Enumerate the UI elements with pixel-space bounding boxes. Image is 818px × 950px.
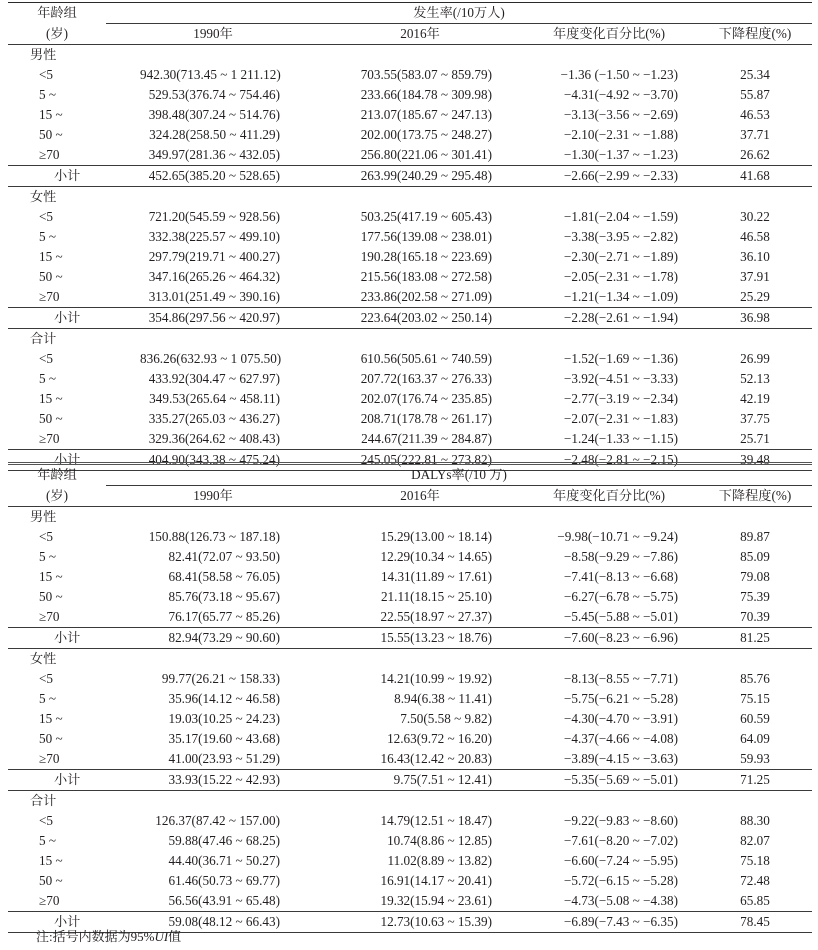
value-1990-cell: 324.28(258.50 ~ 411.29) <box>149 127 280 142</box>
apc-cell: −6.27(−6.78 ~ −5.75) <box>563 589 678 604</box>
table-row <box>8 831 812 851</box>
subtotal-decline: 41.68 <box>698 166 812 187</box>
subtotal-row <box>8 166 812 187</box>
value-1990-cell: 329.36(264.62 ~ 408.43) <box>148 431 280 446</box>
age-group-cell: 50 ~ <box>39 873 63 888</box>
apc-cell: −8.13(−8.55 ~ −7.71) <box>563 671 678 686</box>
col-header-2016: 2016年 <box>320 486 520 507</box>
col-header-1990: 1990年 <box>106 486 320 507</box>
apc-cell: −2.05(−2.31 ~ −1.78) <box>563 269 678 284</box>
age-unit-header: (岁) <box>8 24 106 45</box>
col-header-1990: 1990年 <box>106 24 320 45</box>
value-1990-cell: 529.53(376.74 ~ 754.46) <box>148 87 280 102</box>
value-2016-cell: 190.28(165.18 ~ 223.69) <box>360 249 492 264</box>
empty-cell <box>698 507 812 528</box>
subtotal-apc: −6.89(−7.43 ~ −6.35) <box>520 912 698 933</box>
empty-cell <box>106 649 320 670</box>
empty-cell <box>520 649 698 670</box>
age-group-cell: 15 ~ <box>39 107 63 122</box>
apc-cell: −7.61(−8.20 ~ −7.02) <box>563 833 678 848</box>
subtotal-2016: 9.75(7.51 ~ 12.41) <box>320 770 520 791</box>
decline-cell: 59.93 <box>740 751 770 766</box>
subtotal-decline: 36.98 <box>698 308 812 329</box>
age-group-cell: <5 <box>39 529 54 544</box>
empty-cell <box>320 187 520 208</box>
header-row-2 <box>8 486 812 507</box>
table-row <box>8 567 812 587</box>
table-row <box>8 429 812 450</box>
value-1990-cell: 335.27(265.03 ~ 436.27) <box>148 411 280 426</box>
value-2016-cell: 12.63(9.72 ~ 16.20) <box>387 731 492 746</box>
decline-cell: 25.71 <box>740 431 770 446</box>
decline-cell: 25.29 <box>740 289 770 304</box>
age-group-cell: <5 <box>39 351 54 366</box>
apc-cell: −1.21(−1.34 ~ −1.09) <box>563 289 678 304</box>
apc-cell: −4.31(−4.92 ~ −3.70) <box>563 87 678 102</box>
value-2016-cell: 14.31(11.89 ~ 17.61) <box>380 569 492 584</box>
value-2016-cell: 256.80(221.06 ~ 301.41) <box>360 147 492 162</box>
value-1990-cell: 61.46(50.73 ~ 69.77) <box>168 873 280 888</box>
decline-cell: 46.53 <box>740 107 770 122</box>
subtotal-1990: 354.86(297.56 ~ 420.97) <box>106 308 320 329</box>
value-1990-cell: 85.76(73.18 ~ 95.67) <box>168 589 280 604</box>
decline-cell: 89.87 <box>740 529 770 544</box>
table-row <box>8 267 812 287</box>
subtotal-1990: 59.08(48.12 ~ 66.43) <box>106 912 320 933</box>
empty-cell <box>520 187 698 208</box>
age-group-cell: 50 ~ <box>39 731 63 746</box>
age-group-cell: 15 ~ <box>39 853 63 868</box>
empty-cell <box>520 329 698 350</box>
subtotal-decline: 71.25 <box>698 770 812 791</box>
age-group-cell: 15 ~ <box>39 391 63 406</box>
empty-cell <box>520 791 698 812</box>
value-1990-cell: 35.17(19.60 ~ 43.68) <box>168 731 280 746</box>
subtotal-label: 小计 <box>8 166 106 187</box>
value-2016-cell: 15.29(13.00 ~ 18.14) <box>380 529 492 544</box>
group-label: 女性 <box>30 189 57 204</box>
footnote-prefix: 注:括号内数据为95% <box>36 929 155 944</box>
value-1990-cell: 313.01(251.49 ~ 390.16) <box>148 289 280 304</box>
value-2016-cell: 21.11(18.15 ~ 25.10) <box>380 589 492 604</box>
empty-cell <box>320 791 520 812</box>
age-group-cell: ≥70 <box>39 431 60 446</box>
value-2016-cell: 208.71(178.78 ~ 261.17) <box>360 411 492 426</box>
apc-cell: −2.10(−2.31 ~ −1.88) <box>563 127 678 142</box>
subtotal-1990: 404.90(343.38 ~ 475.24) <box>106 450 320 471</box>
empty-cell <box>520 45 698 66</box>
empty-cell <box>106 187 320 208</box>
subtotal-label: 小计 <box>8 628 106 649</box>
table-row <box>8 369 812 389</box>
age-group-cell: <5 <box>39 67 54 82</box>
table-row <box>8 709 812 729</box>
value-2016-cell: 177.56(139.08 ~ 238.01) <box>360 229 492 244</box>
table-row <box>8 891 812 912</box>
value-1990-cell: 35.96(14.12 ~ 46.58) <box>168 691 280 706</box>
value-1990-cell: 349.97(281.36 ~ 432.05) <box>148 147 280 162</box>
table-row <box>8 105 812 125</box>
subtotal-2016: 15.55(13.23 ~ 18.76) <box>320 628 520 649</box>
value-1990-cell: 82.41(72.07 ~ 93.50) <box>168 549 280 564</box>
decline-cell: 85.09 <box>740 549 770 564</box>
value-1990-cell: 99.77(26.21 ~ 158.33) <box>161 671 280 686</box>
apc-cell: −1.36 (−1.50 ~ −1.23) <box>560 67 678 82</box>
group-label: 男性 <box>30 47 57 62</box>
table-row <box>8 547 812 567</box>
apc-cell: −1.24(−1.33 ~ −1.15) <box>563 431 678 446</box>
footnote-suffix: 值 <box>168 929 182 944</box>
value-1990-cell: 56.56(43.91 ~ 65.48) <box>168 893 280 908</box>
col-header-2016: 2016年 <box>320 24 520 45</box>
group-row <box>8 649 812 670</box>
decline-cell: 70.39 <box>740 609 770 624</box>
apc-cell: −2.30(−2.71 ~ −1.89) <box>563 249 678 264</box>
age-group-header: 年龄组 <box>8 464 106 486</box>
decline-cell: 72.48 <box>740 873 770 888</box>
decline-cell: 37.91 <box>740 269 770 284</box>
value-2016-cell: 14.21(10.99 ~ 19.92) <box>380 671 492 686</box>
table-row <box>8 527 812 547</box>
table-row <box>8 871 812 891</box>
apc-cell: −3.13(−3.56 ~ −2.69) <box>563 107 678 122</box>
header-row-2 <box>8 24 812 45</box>
empty-cell <box>698 187 812 208</box>
value-2016-cell: 215.56(183.08 ~ 272.58) <box>360 269 492 284</box>
value-2016-cell: 14.79(12.51 ~ 18.47) <box>380 813 492 828</box>
age-group-cell: 50 ~ <box>39 269 63 284</box>
subtotal-apc: −7.60(−8.23 ~ −6.96) <box>520 628 698 649</box>
table-row <box>8 811 812 831</box>
value-1990-cell: 398.48(307.24 ~ 514.76) <box>148 107 280 122</box>
decline-cell: 60.59 <box>740 711 770 726</box>
age-group-cell: 5 ~ <box>39 549 57 564</box>
table-row <box>8 587 812 607</box>
age-group-cell: 50 ~ <box>39 411 63 426</box>
value-2016-cell: 233.66(184.78 ~ 309.98) <box>360 87 492 102</box>
dalys-table <box>8 462 812 933</box>
value-1990-cell: 19.03(10.25 ~ 24.23) <box>168 711 280 726</box>
subtotal-apc: −2.48(−2.81 ~ −2.15) <box>520 450 698 471</box>
empty-cell <box>698 791 812 812</box>
subtotal-apc: −5.35(−5.69 ~ −5.01) <box>520 770 698 791</box>
apc-cell: −2.77(−3.19 ~ −2.34) <box>563 391 678 406</box>
apc-cell: −6.60(−7.24 ~ −5.95) <box>563 853 678 868</box>
value-1990-cell: 41.00(23.93 ~ 51.29) <box>168 751 280 766</box>
empty-cell <box>698 649 812 670</box>
age-group-cell: ≥70 <box>39 751 60 766</box>
age-group-cell: ≥70 <box>39 147 60 162</box>
value-1990-cell: 59.88(47.46 ~ 68.25) <box>168 833 280 848</box>
value-2016-cell: 22.55(18.97 ~ 27.37) <box>380 609 492 624</box>
apc-cell: −3.38(−3.95 ~ −2.82) <box>563 229 678 244</box>
decline-cell: 79.08 <box>740 569 770 584</box>
apc-cell: −8.58(−9.29 ~ −7.86) <box>563 549 678 564</box>
table-row <box>8 409 812 429</box>
subtotal-row <box>8 628 812 649</box>
value-2016-cell: 213.07(185.67 ~ 247.13) <box>360 107 492 122</box>
table-row <box>8 689 812 709</box>
value-1990-cell: 349.53(265.64 ~ 458.11) <box>149 391 280 406</box>
value-2016-cell: 10.74(8.86 ~ 12.85) <box>387 833 492 848</box>
decline-cell: 26.99 <box>740 351 770 366</box>
col-header-decline: 下降程度(%) <box>698 24 812 45</box>
empty-cell <box>106 507 320 528</box>
decline-cell: 82.07 <box>740 833 770 848</box>
value-1990-cell: 68.41(58.58 ~ 76.05) <box>168 569 280 584</box>
group-row <box>8 329 812 350</box>
empty-cell <box>320 507 520 528</box>
header-row-1 <box>8 464 812 486</box>
value-2016-cell: 503.25(417.19 ~ 605.43) <box>360 209 492 224</box>
value-2016-cell: 19.32(15.94 ~ 23.61) <box>380 893 492 908</box>
subtotal-2016: 245.05(222.81 ~ 273.82) <box>320 450 520 471</box>
value-2016-cell: 202.00(173.75 ~ 248.27) <box>360 127 492 142</box>
apc-cell: −9.98(−10.71 ~ −9.24) <box>557 529 678 544</box>
table-row <box>8 729 812 749</box>
decline-cell: 65.85 <box>740 893 770 908</box>
apc-cell: −1.52(−1.69 ~ −1.36) <box>563 351 678 366</box>
age-group-cell: 50 ~ <box>39 589 63 604</box>
decline-cell: 36.10 <box>740 249 770 264</box>
apc-cell: −5.72(−6.15 ~ −5.28) <box>563 873 678 888</box>
group-label: 女性 <box>30 651 57 666</box>
table-row <box>8 207 812 227</box>
value-2016-cell: 207.72(163.37 ~ 276.33) <box>360 371 492 386</box>
apc-cell: −4.30(−4.70 ~ −3.91) <box>563 711 678 726</box>
subtotal-2016: 223.64(203.02 ~ 250.14) <box>320 308 520 329</box>
group-row <box>8 507 812 528</box>
subtotal-label: 小计 <box>8 770 106 791</box>
value-1990-cell: 347.16(265.26 ~ 464.32) <box>148 269 280 284</box>
group-row <box>8 791 812 812</box>
age-group-cell: ≥70 <box>39 289 60 304</box>
panel-title: 发生率(/10万人) <box>106 3 812 24</box>
value-2016-cell: 16.91(14.17 ~ 20.41) <box>380 873 492 888</box>
empty-cell <box>698 329 812 350</box>
value-2016-cell: 703.55(583.07 ~ 859.79) <box>360 67 492 82</box>
table-row <box>8 125 812 145</box>
decline-cell: 64.09 <box>740 731 770 746</box>
age-group-cell: ≥70 <box>39 609 60 624</box>
age-group-cell: 5 ~ <box>39 833 57 848</box>
subtotal-row <box>8 308 812 329</box>
table-row <box>8 227 812 247</box>
subtotal-1990: 82.94(73.29 ~ 90.60) <box>106 628 320 649</box>
apc-cell: −5.45(−5.88 ~ −5.01) <box>563 609 678 624</box>
col-header-decline: 下降程度(%) <box>698 486 812 507</box>
value-1990-cell: 150.88(126.73 ~ 187.18) <box>148 529 280 544</box>
decline-cell: 75.15 <box>740 691 770 706</box>
value-2016-cell: 16.43(12.42 ~ 20.83) <box>380 751 492 766</box>
header-row-1 <box>8 3 812 24</box>
value-2016-cell: 12.29(10.34 ~ 14.65) <box>380 549 492 564</box>
age-group-cell: 15 ~ <box>39 569 63 584</box>
footnote-italic: UI <box>154 929 169 944</box>
value-1990-cell: 942.30(713.45 ~ 1 211.12) <box>140 67 281 82</box>
value-2016-cell: 610.56(505.61 ~ 740.59) <box>360 351 492 366</box>
table-row <box>8 749 812 770</box>
apc-cell: −7.41(−8.13 ~ −6.68) <box>563 569 678 584</box>
subtotal-decline: 39.48 <box>698 450 812 471</box>
age-group-header: 年龄组 <box>8 3 106 24</box>
decline-cell: 26.62 <box>740 147 770 162</box>
value-2016-cell: 11.02(8.89 ~ 13.82) <box>387 853 492 868</box>
group-row <box>8 187 812 208</box>
decline-cell: 75.39 <box>740 589 770 604</box>
value-1990-cell: 721.20(545.59 ~ 928.56) <box>148 209 280 224</box>
group-label: 合计 <box>30 331 57 346</box>
decline-cell: 46.58 <box>740 229 770 244</box>
value-1990-cell: 433.92(304.47 ~ 627.97) <box>148 371 280 386</box>
age-group-cell: 5 ~ <box>39 691 57 706</box>
subtotal-label: 小计 <box>8 450 106 471</box>
empty-cell <box>106 45 320 66</box>
value-1990-cell: 332.38(225.57 ~ 499.10) <box>148 229 280 244</box>
table-row <box>8 145 812 166</box>
incidence-table <box>8 2 812 471</box>
table-row <box>8 247 812 267</box>
age-unit-header: (岁) <box>8 486 106 507</box>
age-group-cell: 15 ~ <box>39 249 63 264</box>
empty-cell <box>320 649 520 670</box>
age-group-cell: 50 ~ <box>39 127 63 142</box>
empty-cell <box>320 45 520 66</box>
decline-cell: 52.13 <box>740 371 770 386</box>
value-1990-cell: 76.17(65.77 ~ 85.26) <box>168 609 280 624</box>
empty-cell <box>520 507 698 528</box>
age-group-cell: <5 <box>39 209 54 224</box>
decline-cell: 88.30 <box>740 813 770 828</box>
group-label: 男性 <box>30 509 57 524</box>
subtotal-apc: −2.28(−2.61 ~ −1.94) <box>520 308 698 329</box>
table-row <box>8 349 812 369</box>
value-1990-cell: 836.26(632.93 ~ 1 075.50) <box>140 351 282 366</box>
apc-cell: −4.73(−5.08 ~ −4.38) <box>563 893 678 908</box>
decline-cell: 55.87 <box>740 87 770 102</box>
table-row <box>8 287 812 308</box>
apc-cell: −3.89(−4.15 ~ −3.63) <box>563 751 678 766</box>
subtotal-row <box>8 770 812 791</box>
apc-cell: −5.75(−6.21 ~ −5.28) <box>563 691 678 706</box>
apc-cell: −4.37(−4.66 ~ −4.08) <box>563 731 678 746</box>
apc-cell: −2.07(−2.31 ~ −1.83) <box>563 411 678 426</box>
value-1990-cell: 126.37(87.42 ~ 157.00) <box>155 813 280 828</box>
apc-cell: −9.22(−9.83 ~ −8.60) <box>563 813 678 828</box>
value-2016-cell: 7.50(5.58 ~ 9.82) <box>400 711 492 726</box>
age-group-cell: 5 ~ <box>39 229 57 244</box>
group-row <box>8 45 812 66</box>
table-row <box>8 85 812 105</box>
empty-cell <box>698 45 812 66</box>
decline-cell: 37.75 <box>740 411 770 426</box>
age-group-cell: 5 ~ <box>39 87 57 102</box>
value-1990-cell: 297.79(219.71 ~ 400.27) <box>148 249 280 264</box>
subtotal-1990: 452.65(385.20 ~ 528.65) <box>106 166 320 187</box>
value-2016-cell: 202.07(176.74 ~ 235.85) <box>360 391 492 406</box>
subtotal-decline: 78.45 <box>698 912 812 933</box>
col-header-apc: 年度变化百分比(%) <box>520 24 698 45</box>
subtotal-2016: 263.99(240.29 ~ 295.48) <box>320 166 520 187</box>
apc-cell: −1.81(−2.04 ~ −1.59) <box>563 209 678 224</box>
decline-cell: 75.18 <box>740 853 770 868</box>
decline-cell: 30.22 <box>740 209 770 224</box>
group-label: 合计 <box>30 793 57 808</box>
col-header-apc: 年度变化百分比(%) <box>520 486 698 507</box>
age-group-cell: 15 ~ <box>39 711 63 726</box>
subtotal-1990: 33.93(15.22 ~ 42.93) <box>106 770 320 791</box>
table-row <box>8 669 812 689</box>
value-2016-cell: 244.67(211.39 ~ 284.87) <box>361 431 492 446</box>
table-row <box>8 389 812 409</box>
age-group-cell: <5 <box>39 813 54 828</box>
empty-cell <box>320 329 520 350</box>
value-1990-cell: 44.40(36.71 ~ 50.27) <box>168 853 280 868</box>
apc-cell: −1.30(−1.37 ~ −1.23) <box>563 147 678 162</box>
table-row <box>8 607 812 628</box>
empty-cell <box>106 791 320 812</box>
apc-cell: −3.92(−4.51 ~ −3.33) <box>563 371 678 386</box>
table-row <box>8 65 812 85</box>
subtotal-apc: −2.66(−2.99 ~ −2.33) <box>520 166 698 187</box>
decline-cell: 25.34 <box>740 67 770 82</box>
age-group-cell: ≥70 <box>39 893 60 908</box>
table-footnote <box>36 926 181 945</box>
age-group-cell: <5 <box>39 671 54 686</box>
table-row <box>8 851 812 871</box>
decline-cell: 37.71 <box>740 127 770 142</box>
subtotal-label: 小计 <box>8 912 106 933</box>
subtotal-decline: 81.25 <box>698 628 812 649</box>
value-2016-cell: 8.94(6.38 ~ 11.41) <box>394 691 492 706</box>
empty-cell <box>106 329 320 350</box>
age-group-cell: 5 ~ <box>39 371 57 386</box>
subtotal-label: 小计 <box>8 308 106 329</box>
value-2016-cell: 233.86(202.58 ~ 271.09) <box>360 289 492 304</box>
subtotal-2016: 12.73(10.63 ~ 15.39) <box>320 912 520 933</box>
panel-title: DALYs率(/10 万) <box>106 464 812 486</box>
decline-cell: 42.19 <box>740 391 770 406</box>
decline-cell: 85.76 <box>740 671 770 686</box>
